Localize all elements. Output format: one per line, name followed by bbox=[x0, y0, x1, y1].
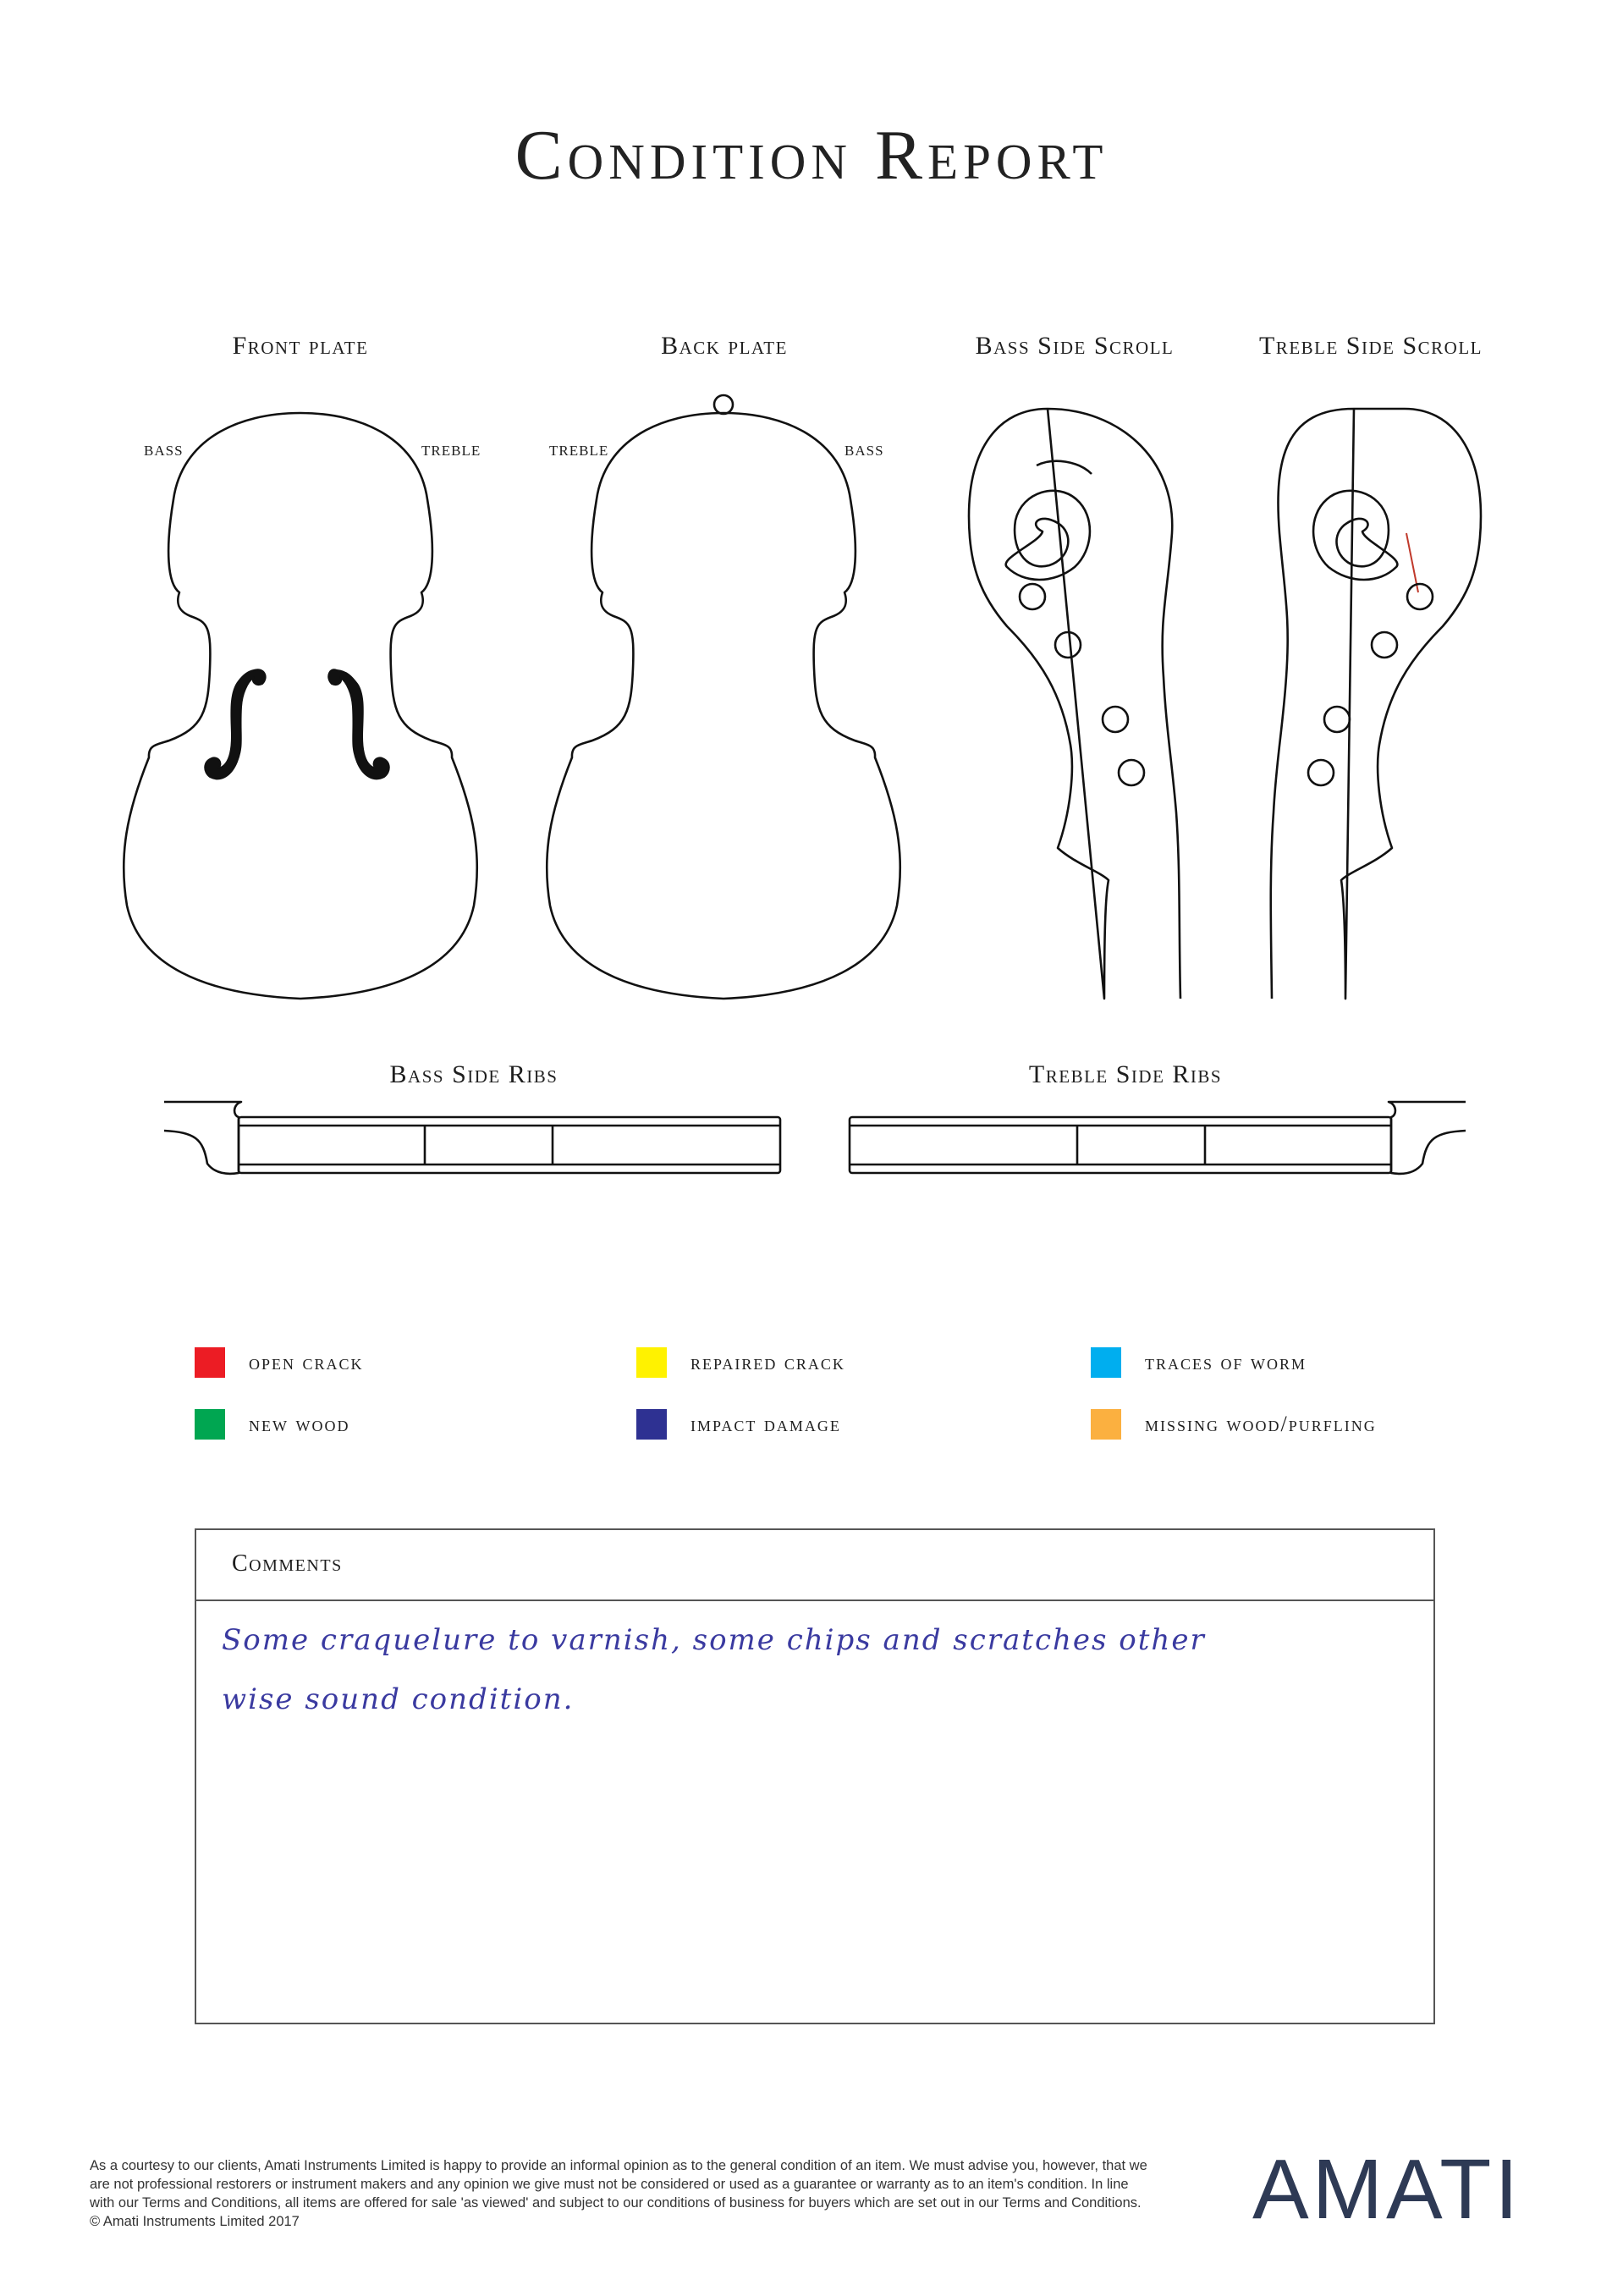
legend-swatch-orange bbox=[1091, 1409, 1121, 1440]
front-treble-label: TREBLE bbox=[421, 443, 481, 459]
treble-peghole bbox=[1308, 760, 1334, 785]
comments-heading: Comments bbox=[196, 1530, 1433, 1601]
bass-peghole bbox=[1020, 584, 1045, 609]
front-plate-outline bbox=[124, 413, 477, 999]
legend-swatch-navy bbox=[636, 1409, 667, 1440]
legend-swatch-green bbox=[195, 1409, 225, 1440]
legend-label: open crack bbox=[249, 1350, 364, 1374]
treble-side-ribs-label: Treble Side Ribs bbox=[1028, 1060, 1223, 1088]
front-plate-label: Front plate bbox=[232, 332, 369, 360]
comments-box[interactable] bbox=[195, 1528, 1435, 2024]
back-plate-label: Back plate bbox=[661, 332, 788, 360]
treble-peghole bbox=[1324, 707, 1350, 732]
front-fhole-bass bbox=[205, 669, 265, 779]
comments-line-1: Some craquelure to varnish, some chips and scratches other bbox=[222, 1623, 1206, 1657]
back-bass-label: BASS bbox=[845, 443, 884, 459]
legend-open-crack bbox=[195, 1347, 364, 1378]
bass-scroll-volute bbox=[1006, 491, 1090, 580]
treble-scroll-outline bbox=[1271, 409, 1481, 999]
legend-swatch-blue bbox=[1091, 1347, 1121, 1378]
legend-impact-damage bbox=[636, 1409, 841, 1440]
treble-side-scroll-label: Treble Side Scroll bbox=[1258, 332, 1483, 360]
legend-traces-of-worm bbox=[1091, 1347, 1307, 1378]
legend-label: missing wood/purfling bbox=[1145, 1412, 1377, 1436]
page-title: Condition Report bbox=[514, 116, 1109, 195]
legend-swatch-yellow bbox=[636, 1347, 667, 1378]
back-plate-button bbox=[714, 395, 733, 414]
bass-peghole bbox=[1119, 760, 1144, 785]
treble-peghole bbox=[1407, 584, 1433, 609]
back-plate-outline bbox=[547, 413, 900, 999]
front-bass-label: BASS bbox=[144, 443, 184, 459]
legend-label: traces of worm bbox=[1145, 1350, 1307, 1374]
legend-label: repaired crack bbox=[690, 1350, 845, 1374]
treble-scroll-volute bbox=[1313, 491, 1397, 580]
amati-logo: AMATI bbox=[1252, 2142, 1522, 2237]
legend-repaired-crack bbox=[636, 1347, 845, 1378]
bass-peghole bbox=[1103, 707, 1128, 732]
treble-peghole bbox=[1372, 632, 1397, 658]
bass-ribs-outline bbox=[164, 1102, 241, 1174]
bass-side-ribs-label: Bass Side Ribs bbox=[389, 1060, 558, 1088]
treble-ribs-outline bbox=[1389, 1102, 1466, 1174]
footer-disclaimer: As a courtesy to our clients, Amati Instruments Limited is happy to provide an informal opinion as to the general condition of an item. We must advise you, however, that we are not professional restorers or instrument makers and any opinion we give must not be considered or used as a guarantee or warranty as to an item's condition. In line with our Terms and Conditions, all items are offered for sale 'as viewed' and subject to our conditions of business for buyers which are set out in our Terms and Conditions. © Amati Instruments Limited 2017 bbox=[90, 2158, 1147, 2229]
legend-new-wood bbox=[195, 1409, 349, 1440]
legend-swatch-red bbox=[195, 1347, 225, 1378]
comments-line-2: wise sound condition. bbox=[222, 1682, 575, 1716]
legend-label: new wood bbox=[249, 1412, 350, 1436]
front-fhole-treble bbox=[328, 669, 389, 779]
back-treble-label: TREBLE bbox=[549, 443, 609, 459]
bass-side-scroll-label: Bass Side Scroll bbox=[975, 332, 1175, 360]
legend-label: impact damage bbox=[690, 1412, 841, 1436]
bass-peghole bbox=[1055, 632, 1081, 658]
legend-missing-wood bbox=[1091, 1409, 1377, 1440]
